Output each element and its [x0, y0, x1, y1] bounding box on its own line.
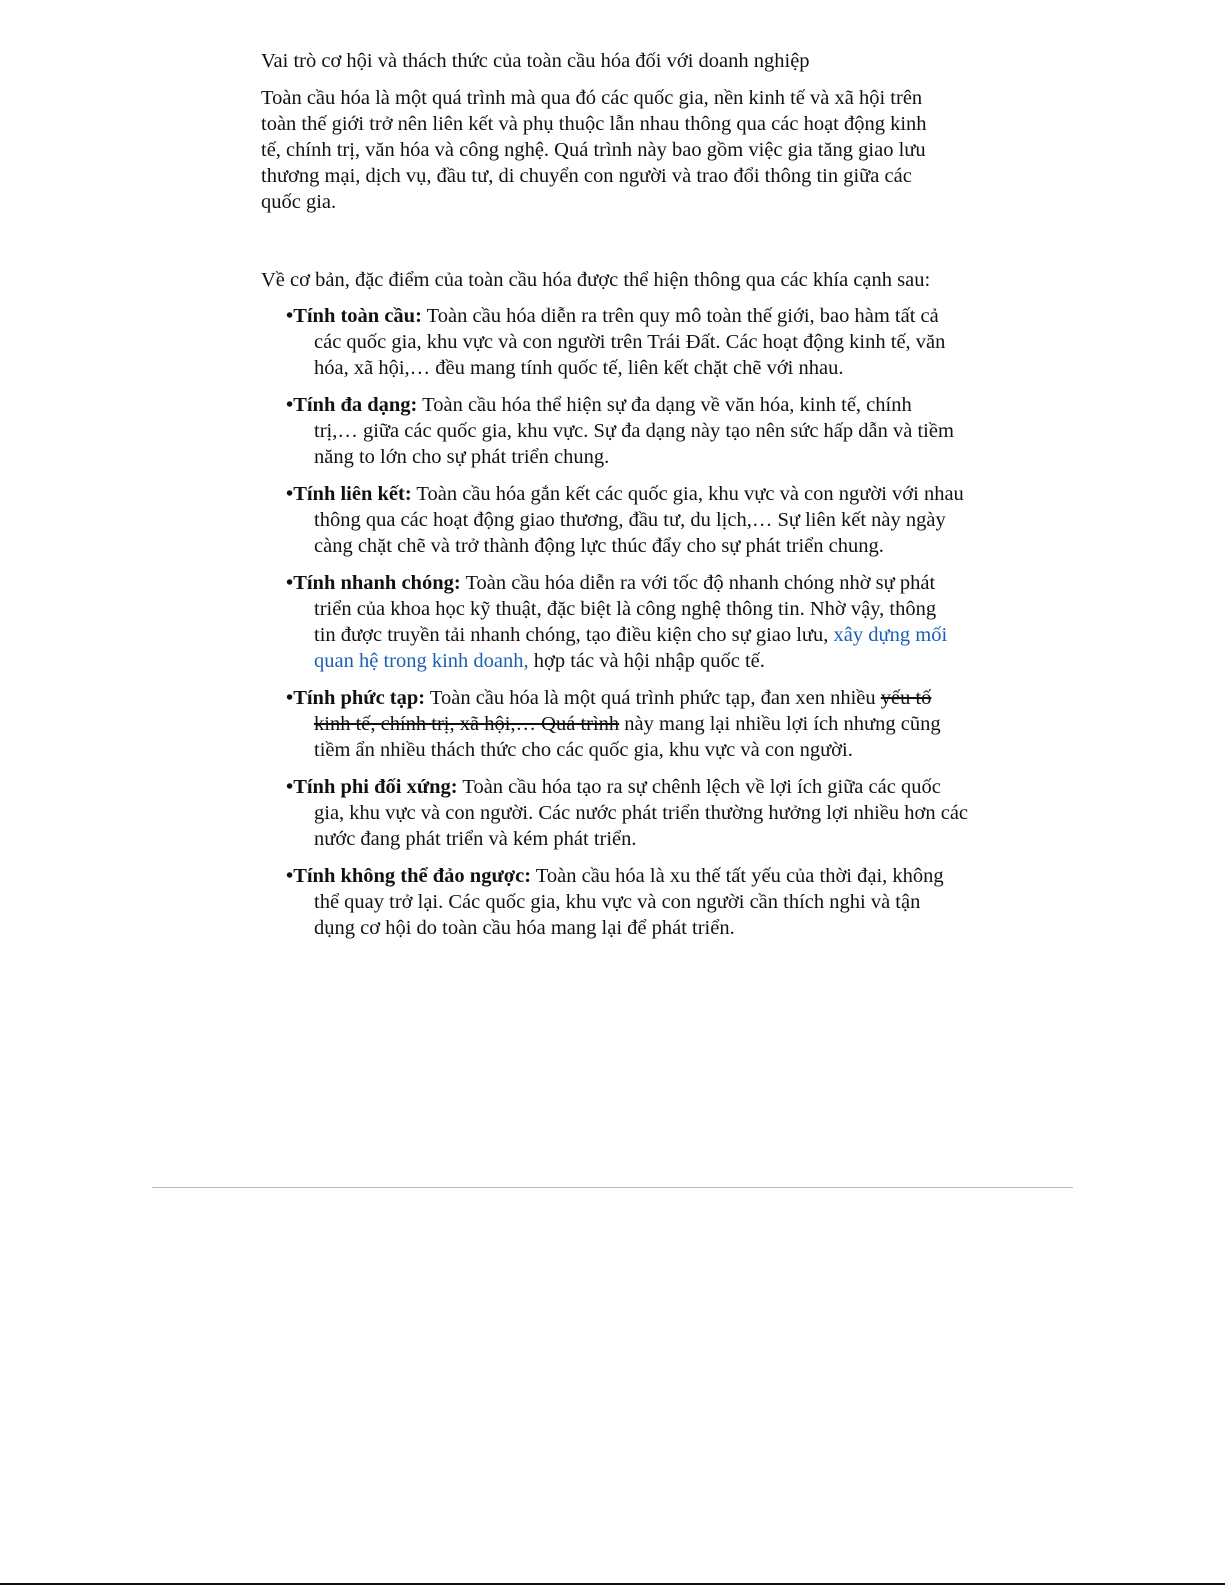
bullet-marker: • — [286, 305, 294, 327]
list-item-speed — [261, 570, 954, 674]
document-title: Vai trò cơ hội và thách thức của toàn cầu hóa đối với doanh nghiệp — [261, 50, 810, 72]
list-item-complexity — [261, 685, 954, 763]
bullet-marker: • — [286, 687, 294, 709]
term-label: Tính toàn cầu: — [293, 305, 422, 327]
bullet-marker: • — [286, 572, 294, 594]
item-text: Toàn cầu hóa gắn kết các quốc gia, khu vực và con người với nhau thông qua các hoạt động giao thương, đầu tư, du lịch,… Sự liên kết này ngày càng chặt chẽ và trở thành động lực thúc đẩy cho sự phát triển chung. — [314, 483, 964, 557]
term-label: Tính liên kết: — [293, 483, 412, 505]
item-text: Toàn cầu hóa thể hiện sự đa dạng về văn hóa, kinh tế, chính trị,… giữa các quốc gia, khu vực. Sự đa dạng này tạo nên sức hấp dẫn và tiềm năng to lớn cho sự phát triển chung. — [314, 394, 954, 468]
term-label: Tính phức tạp: — [293, 687, 426, 709]
bullet-marker: • — [286, 865, 294, 887]
list-item-irreversibility — [261, 863, 954, 941]
item-text: Toàn cầu hóa là một quá trình phức tạp, đan xen nhiều — [425, 687, 881, 709]
list-item-diversity — [261, 392, 954, 470]
list-item-global — [261, 303, 954, 381]
page-break-divider — [152, 1187, 1073, 1188]
item-text: Toàn cầu hóa tạo ra sự chênh lệch về lợi ích giữa các quốc gia, khu vực và con người. Các nước phát triển thường hưởng lợi nhiều hơn các nước đang phát triển và kém phát triển. — [314, 776, 969, 850]
bullet-marker: • — [286, 394, 294, 416]
list-item-asymmetry — [261, 774, 974, 852]
item-text-after: hợp tác và hội nhập quốc tế. — [528, 650, 765, 672]
term-label: Tính nhanh chóng: — [293, 572, 461, 594]
lead-paragraph: Về cơ bản, đặc điểm của toàn cầu hóa được thể hiện thông qua các khía cạnh sau: — [261, 269, 931, 291]
item-text-after: này mang lại nhiều lợi ích nhưng cũng tiềm ẩn nhiều thách thức cho các quốc gia, khu vực và con người. — [314, 713, 941, 761]
business-relations-link[interactable]: xây dựng mối quan hệ trong kinh doanh, — [314, 624, 948, 672]
item-text: Toàn cầu hóa diễn ra với tốc độ nhanh chóng nhờ sự phát triển của khoa học kỹ thuật, đặc biệt là công nghệ thông tin. Nhờ vậy, thông tin được truyền tải nhanh chóng, tạo điều kiện cho sự giao lưu, — [314, 572, 937, 646]
intro-paragraph: Toàn cầu hóa là một quá trình mà qua đó các quốc gia, nền kinh tế và xã hội trên toàn thế giới trở nên liên kết và phụ thuộc lẫn nhau thông qua các hoạt động kinh tế, chính trị, văn hóa và công nghệ. Quá trình này bao gồm việc gia tăng giao lưu thương mại, dịch vụ, đầu tư, di chuyển con người và trao đổi thông tin giữa các quốc gia. — [261, 87, 927, 213]
document-content — [261, 48, 969, 952]
list-item-connectivity — [261, 481, 974, 559]
item-text: Toàn cầu hóa là xu thế tất yếu của thời đại, không thể quay trở lại. Các quốc gia, khu vực và con người cần thích nghi và tận dụng cơ hội do toàn cầu hóa mang lại để phát triển. — [314, 865, 944, 939]
term-label: Tính phi đối xứng: — [293, 776, 458, 798]
bullet-marker: • — [286, 483, 294, 505]
bullet-marker: • — [286, 776, 294, 798]
struck-text: yếu tố kinh tế, chính trị, xã hội,… Quá trình — [314, 687, 932, 735]
term-label: Tính không thể đảo ngược: — [293, 865, 532, 887]
item-text: Toàn cầu hóa diễn ra trên quy mô toàn thế giới, bao hàm tất cả các quốc gia, khu vực và con người trên Trái Đất. Các hoạt động kinh tế, văn hóa, xã hội,… đều mang tính quốc tế, liên kết chặt chẽ với nhau. — [314, 305, 946, 379]
characteristics-list — [261, 303, 969, 941]
term-label: Tính đa dạng: — [293, 394, 418, 416]
